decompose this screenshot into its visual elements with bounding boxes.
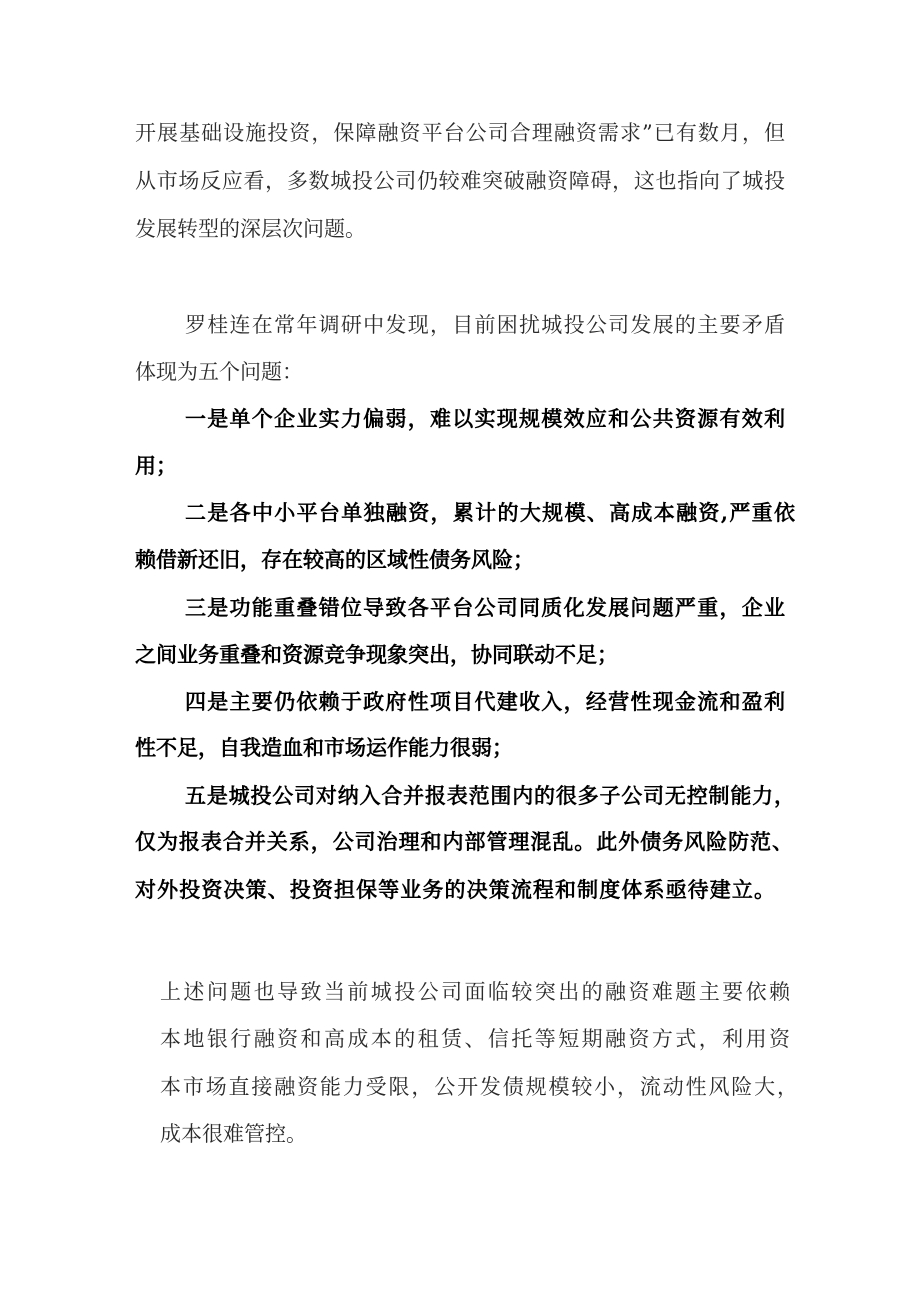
paragraph-1-line-2: 从市场反应看，多数城投公司仍较难突破融资障碍，这也指向了城投: [135, 169, 785, 193]
paragraph-2-line-1: 罗桂连在常年调研中发现，目前困扰城投公司发展的主要矛盾: [185, 313, 785, 337]
problem-4-line-1: 四是主要仍依赖于政府性项目代建收入，经营性现金流和盈利: [185, 689, 785, 714]
problem-3-line-1: 三是功能重叠错位导致各平台公司同质化发展问题严重，企业: [185, 595, 785, 620]
problem-4-line-2: 性不足，自我造血和市场运作能力很弱；: [135, 735, 513, 760]
problem-1-line-1: 一是单个企业实力偏弱，难以实现规模效应和公共资源有效利: [185, 406, 785, 431]
problem-5-line-1: 五是城投公司对纳入合并报表范围内的很多子公司无控制能力，: [185, 783, 795, 808]
problem-1-line-2: 用；: [135, 453, 177, 478]
paragraph-final-line-1: 上述问题也导致当前城投公司面临较突出的融资难题主要依赖: [160, 980, 790, 1004]
problem-3-line-2: 之间业务重叠和资源竞争现象突出，协同联动不足；: [135, 642, 618, 667]
problem-5-line-2: 仅为报表合并关系，公司治理和内部管理混乱。此外债务风险防范、: [135, 829, 793, 854]
paragraph-2-line-2: 体现为五个问题：: [135, 360, 303, 384]
paragraph-final-line-2: 本地银行融资和高成本的租赁、信托等短期融资方式，利用资: [160, 1027, 790, 1051]
paragraph-final-line-3: 本市场直接融资能力受限，公开发债规模较小，流动性风险大，: [160, 1075, 798, 1099]
problem-5-line-3: 对外投资决策、投资担保等业务的决策流程和制度体系亟待建立。: [135, 877, 775, 902]
paragraph-final-line-4: 成本很难管控。: [160, 1122, 307, 1146]
paragraph-1-line-3: 发展转型的深层次问题。: [135, 217, 366, 241]
paragraph-1-line-1: 开展基础设施投资，保障融资平台公司合理融资需求”已有数月，但: [135, 121, 785, 145]
problem-2-line-1: 二是各中小平台单独融资，累计的大规模、高成本融资,严重依: [185, 500, 795, 525]
problem-2-line-2: 赖借新还旧，存在较高的区域性债务风险；: [135, 547, 534, 572]
